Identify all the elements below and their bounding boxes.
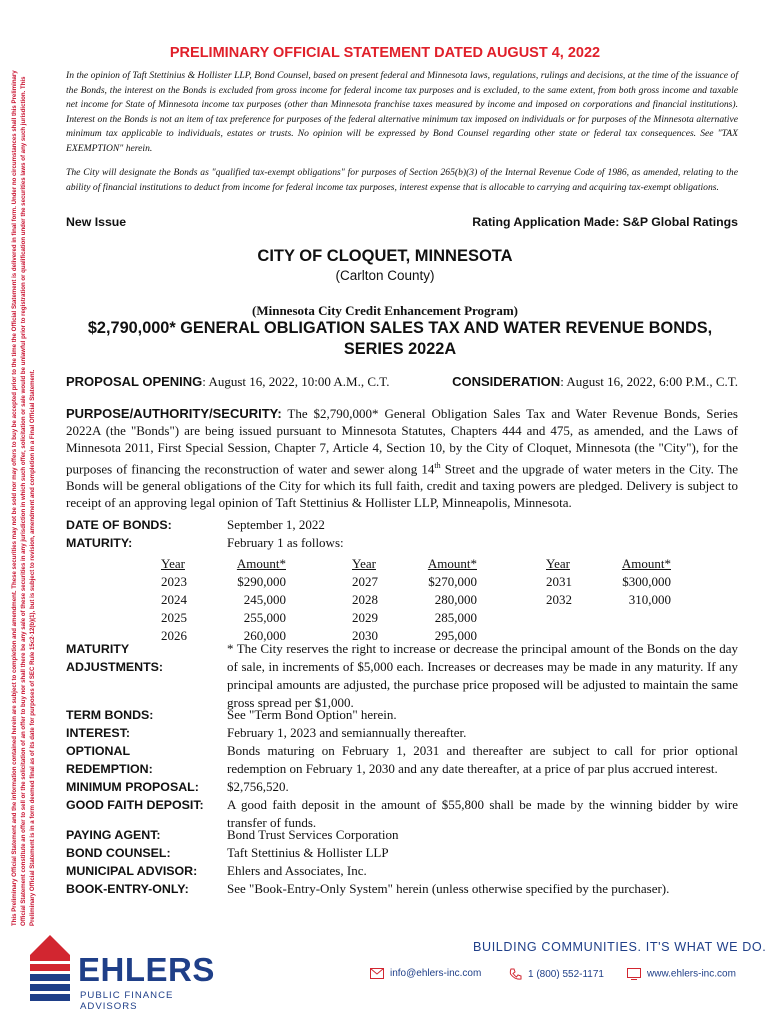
municipal-advisor-label: MUNICIPAL ADVISOR: bbox=[66, 864, 198, 878]
maturity-year-header: Year bbox=[546, 556, 570, 571]
proposal-row bbox=[66, 374, 738, 390]
maturity-adjustments-label-line-1: MATURITY bbox=[66, 642, 130, 656]
consideration-value: : August 16, 2022, 6:00 P.M., C.T. bbox=[560, 374, 738, 389]
globe-icon bbox=[627, 968, 641, 980]
maturity-year-header: Year bbox=[161, 556, 185, 571]
term-bonds-value: See "Term Bond Option" herein. bbox=[227, 707, 397, 722]
consideration bbox=[452, 374, 738, 390]
maturity-year-cell: 2024 bbox=[161, 592, 187, 607]
preliminary-notice-sidebar bbox=[10, 66, 52, 926]
maturity-amount-cell: 255,000 bbox=[243, 610, 286, 625]
minimum-proposal-value: $2,756,520. bbox=[227, 779, 289, 794]
minimum-proposal-label: MINIMUM PROPOSAL: bbox=[66, 780, 199, 794]
maturity-amount-header: Amount* bbox=[427, 556, 477, 571]
bond-title-line-2: SERIES 2022A bbox=[343, 340, 457, 358]
maturity-amount-cell: 295,000 bbox=[434, 628, 477, 643]
footer-email[interactable] bbox=[370, 968, 481, 979]
book-entry-only-label: BOOK-ENTRY-ONLY: bbox=[66, 882, 189, 896]
maturity-year-column bbox=[352, 555, 392, 645]
optional-redemption-value: Bonds maturing on February 1, 2031 and thereafter are subject to call for prior optional redemption on February 1, 2030 and any date thereafter, at a price of par plus accrued interest. bbox=[227, 743, 738, 776]
paying-agent-label: PAYING AGENT: bbox=[66, 828, 161, 842]
maturity-amount-cell: $290,000 bbox=[237, 574, 286, 589]
proposal-opening bbox=[66, 374, 390, 389]
tax-opinion-paragraph: In the opinion of Taft Stettinius & Hollister LLP, Bond Counsel, based on present federal and Minnesota laws, regulations, rulings and decisions, at the time of the issuance of the Bonds, the interest on the Bonds is excluded from gross income for federal income tax purposes and is excluded, to the same extent, from both gross income and taxable net income for State of Minnesota income tax purposes (other than Minnesota franchise taxes measured by income and imposed on corporations and financial institutions). Interest on the Bonds is not an item of tax preference for purposes of the federal alternative minimum tax imposed on individuals or for purposes of the Minnesota alternative minimum tax applicable to individuals, estates or trusts. No opinion will be expressed by Bond Counsel regarding other state or federal tax consequences. See "TAX EXEMPTION" herein. bbox=[66, 70, 738, 154]
maturity-adjustments-label-line-2: ADJUSTMENTS: bbox=[66, 660, 164, 674]
rating-status: Rating Application Made: S&P Global Ratings bbox=[472, 215, 738, 229]
purpose-label: PURPOSE/AUTHORITY/SECURITY: bbox=[66, 406, 282, 421]
footer-phone[interactable] bbox=[509, 968, 604, 981]
issuer-name: CITY OF CLOQUET, MINNESOTA bbox=[257, 247, 513, 265]
maturity-year-cell: 2031 bbox=[546, 574, 572, 589]
maturity-year-cell: 2023 bbox=[161, 574, 187, 589]
maturity-year-column bbox=[161, 555, 201, 645]
book-entry-only-value: See "Book-Entry-Only System" herein (unless otherwise specified by the purchaser). bbox=[227, 881, 670, 896]
maturity-amount-header: Amount* bbox=[236, 556, 286, 571]
maturity-amount-cell: 310,000 bbox=[628, 592, 671, 607]
bond-counsel-label: BOND COUNSEL: bbox=[66, 846, 171, 860]
maturity-year-column bbox=[546, 555, 586, 609]
paying-agent-value: Bond Trust Services Corporation bbox=[227, 827, 399, 842]
purpose-superscript: th bbox=[434, 460, 441, 470]
maturity-amount-header: Amount* bbox=[621, 556, 671, 571]
purpose-paragraph bbox=[66, 405, 738, 512]
maturity-amount-cell: $270,000 bbox=[428, 574, 477, 589]
interest-label: INTEREST: bbox=[66, 726, 131, 740]
phone-icon bbox=[509, 968, 522, 981]
interest-value: February 1, 2023 and semiannually thereafter. bbox=[227, 725, 467, 740]
maturity-adjustments-value: * The City reserves the right to increase or decrease the principal amount of the Bonds on the day of sale, in increments of $5,000 each. Increases or decreases may be made in any maturity. If any principal amounts are adjusted, the purchase price proposed will be adjusted to maintain the same gross spread per $1,000. bbox=[227, 641, 738, 710]
term-bonds-label: TERM BONDS: bbox=[66, 708, 154, 722]
maturity-year-cell: 2032 bbox=[546, 592, 572, 607]
maturity-amount-cell: 285,000 bbox=[434, 610, 477, 625]
footer-website[interactable] bbox=[627, 968, 736, 980]
maturity-year-cell: 2027 bbox=[352, 574, 378, 589]
footer-email-text: info@ehlers-inc.com bbox=[390, 968, 482, 980]
maturity-year-cell: 2029 bbox=[352, 610, 378, 625]
preliminary-notice-text: This Preliminary Official Statement and the information contained herein are subject to completion and amendment. These securities may not be sold nor may offers to buy be accepted prior to the time the Official Statement is delivered in final form. Under no circumstances shall this Preliminary Official Statement constitute an offer to sell or the solicitation of an offer to buy nor shall there be any sale of these securities in any jurisdiction in which such offer, solicitation or sale would be unlawful prior to registration or qualification under the securities laws of any such jurisdiction. This Preliminary Official Statement is in a form deemed final as of its date for purposes of SEC Rule 15c2-12(b)(1), but is subject to revision, amendment and completion in a Final Official Statement. bbox=[11, 70, 36, 926]
date-of-bonds-value: September 1, 2022 bbox=[227, 517, 325, 532]
footer-tagline: BUILDING COMMUNITIES. IT'S WHAT WE DO. bbox=[473, 940, 767, 954]
municipal-advisor-value: Ehlers and Associates, Inc. bbox=[227, 863, 367, 878]
maturity-amount-cell: 280,000 bbox=[434, 592, 477, 607]
maturity-adjustments-label bbox=[66, 640, 163, 676]
maturity-value: February 1 as follows: bbox=[227, 535, 344, 550]
maturity-label: MATURITY: bbox=[66, 536, 133, 550]
purpose-text-2: Street and the upgrade of water meters in the City. The Bonds will be general obligations of the City for which its full faith, credit and taxing powers are pledged. Delivery is subject to receipt of an approving legal opinion of Taft Stettinius & Hollister LLP, Minneapolis, Minnesota. bbox=[66, 460, 738, 511]
footer-website-text: www.ehlers-inc.com bbox=[647, 968, 736, 980]
maturity-amount-column bbox=[402, 555, 477, 645]
purpose-text-1: The $2,790,000* General Obligation Sales Tax and Water Revenue Bonds, Series 2022A (the "Bonds") are being issued pursuant to Minnesota Statutes, Chapters 444 and 475, as amended, and the Laws of Minnesota 2011, First Special Session, Chapter 7, Article 4, Section 10, by the City of Cloquet, Minnesota (the "City"), for the purposes of financing the reconstruction of water and sewer along 14 bbox=[66, 406, 738, 476]
ehlers-logo bbox=[22, 931, 215, 1012]
good-faith-deposit-label: GOOD FAITH DEPOSIT: bbox=[66, 798, 204, 812]
page-title: PRELIMINARY OFFICIAL STATEMENT DATED AUGUST 4, 2022 bbox=[169, 45, 601, 61]
date-of-bonds-label: DATE OF BONDS: bbox=[66, 518, 172, 532]
ehlers-logo-subtitle: PUBLIC FINANCE ADVISORS bbox=[80, 990, 174, 1012]
envelope-icon bbox=[370, 968, 384, 979]
optional-redemption-label-line-1: OPTIONAL bbox=[66, 744, 131, 758]
issuer-county: (Carlton County) bbox=[335, 268, 435, 283]
maturity-year-cell: 2030 bbox=[352, 628, 378, 643]
optional-redemption-label-line-2: REDEMPTION: bbox=[66, 762, 153, 776]
footer-phone-text: 1 (800) 552-1171 bbox=[528, 969, 604, 981]
bond-title bbox=[60, 318, 740, 360]
maturity-amount-cell: 260,000 bbox=[243, 628, 286, 643]
good-faith-deposit-value: A good faith deposit in the amount of $55,800 shall be made by the winning bidder by wire transfer of funds. bbox=[227, 797, 738, 830]
issue-type: New Issue bbox=[66, 215, 127, 229]
credit-program: (Minnesota City Credit Enhancement Program) bbox=[252, 303, 518, 318]
maturity-amount-column bbox=[211, 555, 286, 645]
maturity-amount-cell: 245,000 bbox=[243, 592, 286, 607]
bond-title-line-1: $2,790,000* GENERAL OBLIGATION SALES TAX AND WATER REVENUE BONDS, bbox=[87, 319, 713, 337]
proposal-opening-label: PROPOSAL OPENING bbox=[66, 374, 203, 389]
maturity-year-header: Year bbox=[352, 556, 376, 571]
consideration-label: CONSIDERATION bbox=[452, 374, 561, 389]
bond-counsel-value: Taft Stettinius & Hollister LLP bbox=[227, 845, 389, 860]
proposal-opening-value: : August 16, 2022, 10:00 A.M., C.T. bbox=[202, 374, 390, 389]
maturity-amount-cell: $300,000 bbox=[622, 574, 671, 589]
qualified-obligations-paragraph: The City will designate the Bonds as "qualified tax-exempt obligations" for purposes of Section 265(b)(3) of the Internal Revenue Code of 1986, as amended, relating to the ability of financial institutions to deduct from income for federal income tax purposes, interest expense that is allocable to carrying and acquiring tax-exempt obligations. bbox=[66, 167, 738, 193]
optional-redemption-label bbox=[66, 742, 153, 778]
maturity-year-cell: 2025 bbox=[161, 610, 187, 625]
maturity-year-cell: 2028 bbox=[352, 592, 378, 607]
ehlers-logo-wordmark: EHLERS bbox=[78, 951, 215, 988]
maturity-amount-column bbox=[596, 555, 671, 609]
issue-rating-row bbox=[66, 215, 738, 229]
maturity-year-cell: 2026 bbox=[161, 628, 187, 643]
